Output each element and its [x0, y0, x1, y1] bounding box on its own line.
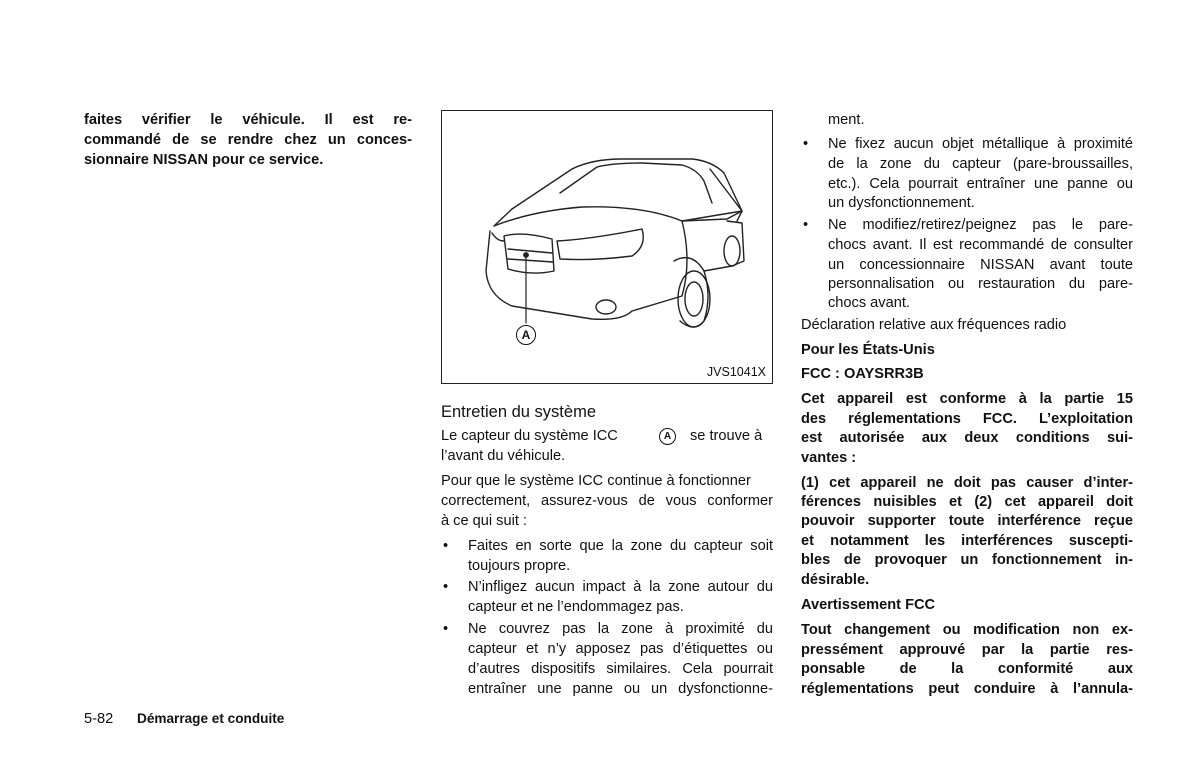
bullet-line: un concessionnaire NISSAN avant toute — [828, 257, 1133, 273]
bullet-line: Ne couvrez pas la zone à proximité du — [468, 621, 773, 637]
section-heading: Entretien du système — [441, 403, 596, 421]
fcc-warning-heading: Avertissement FCC — [801, 597, 936, 613]
left-line: faites vérifier le véhicule. Il est re- — [84, 112, 412, 128]
car-figure — [441, 110, 773, 384]
fcc-para-line: pouvoir supporter toute interférence reçue — [801, 513, 1133, 529]
p2-line: à ce qui suit : — [441, 513, 527, 529]
fcc-id: FCC : OAYSRR3B — [801, 366, 924, 382]
bullet-line: Faites en sorte que la zone du capteur soit — [468, 538, 773, 554]
continuation-text: ment. — [828, 112, 865, 128]
fcc-para-line: pressément approuvé par la partie res- — [801, 642, 1133, 658]
bullet-line: de la zone du capteur (pare-broussailles, — [828, 156, 1133, 172]
fcc-para-line: vantes : — [801, 450, 857, 466]
left-line: sionnaire NISSAN pour ce service. — [84, 152, 324, 168]
fcc-para-line: des réglementations FCC. L’exploitation — [801, 411, 1133, 427]
p2-line: correctement, assurez-vous de vous conformer — [441, 493, 773, 509]
p1-text-b: se trouve à — [690, 428, 763, 444]
bullet-line: d’autres dispositifs similaires. Cela pourrait — [468, 661, 773, 677]
bullet-dot: • — [803, 136, 809, 152]
p1-text-a: Le capteur du système ICC — [441, 428, 618, 444]
p1-line2: l’avant du véhicule. — [441, 448, 566, 464]
radio-declaration: Déclaration relative aux fréquences radio — [801, 317, 1067, 333]
bullet-dot: • — [803, 217, 809, 233]
fcc-para-line: bles de provoquer un fonctionnement in- — [801, 552, 1133, 568]
bullet-line: N’infligez aucun impact à la zone autour du — [468, 579, 773, 595]
figure-code: JVS1041X — [706, 365, 766, 379]
bullet-dot: • — [443, 538, 449, 554]
bullet-line: etc.). Cela pourrait entraîner une panne ou — [828, 176, 1133, 192]
section-title: Démarrage et conduite — [137, 711, 285, 726]
figure-callout-marker: A — [516, 325, 536, 345]
fcc-para-line: Tout changement ou modification non ex- — [801, 622, 1133, 638]
bullet-dot: • — [443, 621, 449, 637]
fcc-para-line: réglementations peut conduire à l’annula- — [801, 681, 1133, 697]
p1-line1 — [441, 426, 618, 446]
fcc-para-line: férences nuisibles et (2) cet appareil doit — [801, 494, 1133, 510]
car-illustration-icon — [442, 111, 772, 383]
fcc-para-line: Cet appareil est conforme à la partie 15 — [801, 391, 1133, 407]
bullet-line: chocs avant. Il est recommandé de consulter — [828, 237, 1133, 253]
bullet-line: toujours propre. — [468, 558, 571, 574]
bullet-line: Ne fixez aucun objet métallique à proximité — [828, 136, 1133, 152]
us-heading: Pour les États-Unis — [801, 342, 935, 358]
p2-line: Pour que le système ICC continue à fonctionner — [441, 473, 751, 489]
page-number: 5-82 — [84, 711, 114, 727]
fcc-para-line: et notamment les interférences suscepti- — [801, 533, 1133, 549]
bullet-line: chocs avant. — [828, 295, 910, 311]
bullet-line: capteur et ne l’endommagez pas. — [468, 599, 684, 615]
bullet-dot: • — [443, 579, 449, 595]
sensor-marker: A — [659, 428, 676, 445]
bullet-line: personnalisation ou restauration du pare- — [828, 276, 1133, 292]
bullet-line: Ne modifiez/retirez/peignez pas le pare- — [828, 217, 1133, 233]
bullet-line: entraîner une panne ou un dysfonctionne- — [468, 681, 773, 697]
fcc-para-line: (1) cet appareil ne doit pas causer d’inter- — [801, 475, 1133, 491]
bullet-line: un dysfonctionnement. — [828, 195, 975, 211]
fcc-para-line: ponsable de la conformité aux — [801, 661, 1133, 677]
left-line: commandé de se rendre chez un conces- — [84, 132, 412, 148]
fcc-para-line: désirable. — [801, 572, 870, 588]
fcc-para-line: est autorisée aux deux conditions sui- — [801, 430, 1133, 446]
bullet-line: capteur et n’y apposez pas d’étiquettes ou — [468, 641, 773, 657]
